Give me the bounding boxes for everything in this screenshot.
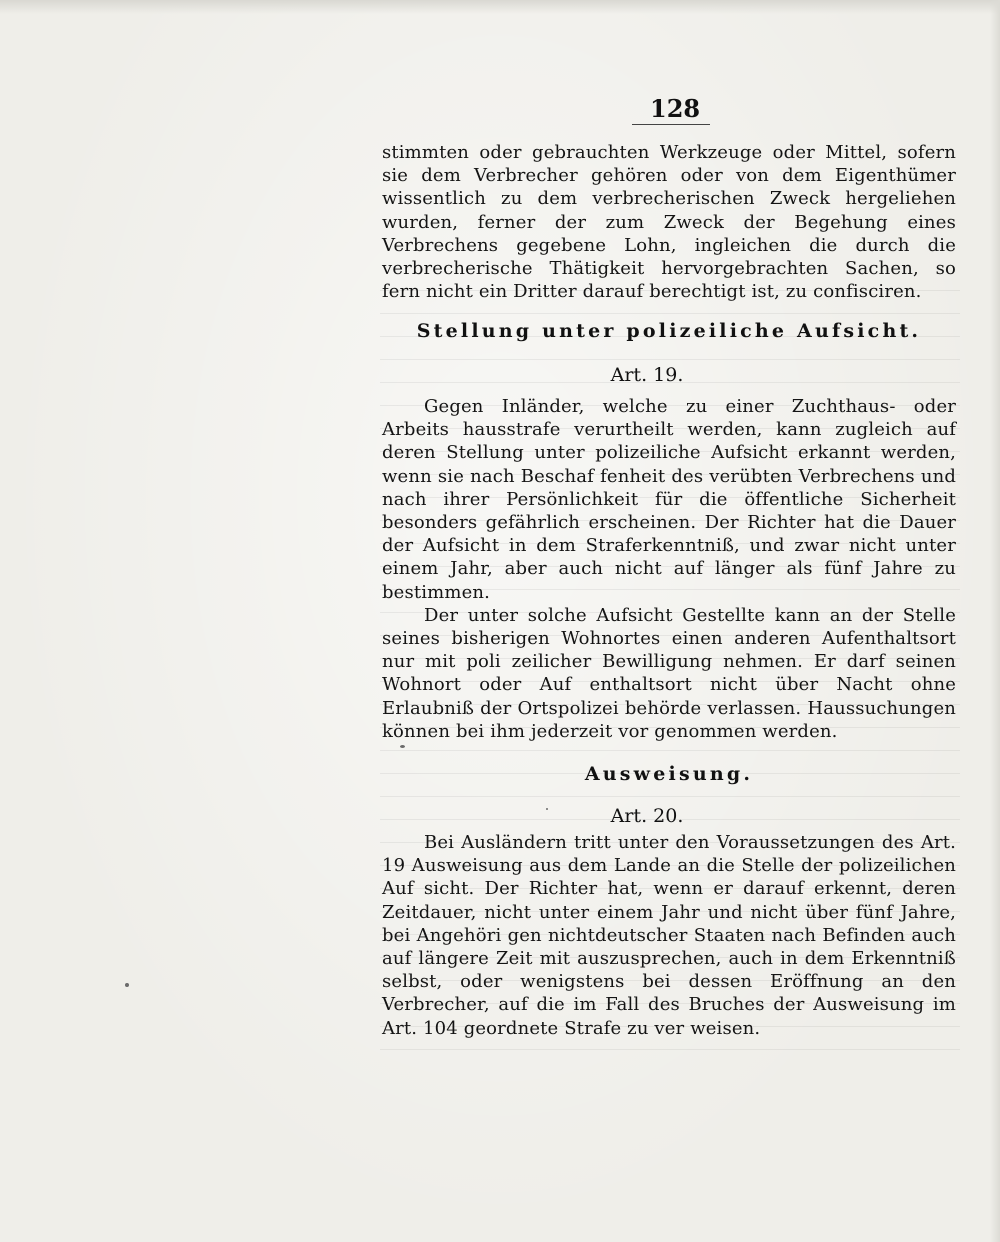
section-heading: Stellung unter polizeiliche Aufsicht. — [416, 320, 922, 342]
text-line: enthaltsort nicht über Nacht ohne Erlaubniß der Ortspolizei — [382, 674, 956, 719]
text-line: sicht. Der Richter hat, wenn er darauf erkennt, deren Zeitdauer, — [382, 878, 957, 923]
page-edge-shadow-top — [0, 0, 1000, 14]
text-line: die öffentliche Sicherheit besonders gefährlich erscheinen. Der — [382, 488, 957, 534]
paragraph — [382, 395, 956, 604]
text-line: nicht unter einem Jahr und nicht über fünf Jahre, bei Angehöri — [382, 901, 956, 946]
paragraph — [382, 141, 956, 303]
page-number: 128 — [650, 94, 701, 123]
text-line: zeilicher Bewilligung nehmen. Er darf seinen Wohnort oder Auf — [382, 651, 957, 696]
text-line: bei dessen Eröffnung an den Verbrecher, auf die im Fall des — [382, 971, 956, 1016]
page-edge-shadow-right — [990, 0, 1000, 1242]
text-line: zwar nicht unter einem Jahr, aber auch nicht auf länger als fünf — [382, 535, 956, 580]
text-line: weisen. — [690, 1017, 761, 1039]
text-line: Richter hat die Dauer der Aufsicht in dem Straferkenntniß, und — [382, 512, 957, 557]
article-19-body — [382, 395, 956, 743]
text-line: unter polizeiliche Aufsicht erkannt werden, wenn sie nach Beschaf — [382, 442, 956, 487]
text-line: behörde verlassen. Haussuchungen können bei ihm jederzeit vor — [382, 697, 957, 742]
article-20-body — [382, 831, 956, 1040]
text-line: gen nichtdeutscher Staaten nach Befinden auch auf längere Zeit — [382, 924, 956, 970]
paragraph — [382, 831, 956, 1040]
ink-speck — [546, 808, 548, 810]
ink-speck — [125, 983, 129, 987]
text-line: fern nicht ein Dritter darauf berechtigt ist, zu confisciren. — [382, 281, 922, 303]
header-rule — [632, 124, 710, 125]
text-line: Gegen Inländer, welche zu einer Zuchthaus- oder Arbeits — [382, 396, 956, 441]
text-line: Bruches der Ausweisung im Art. 104 geordnete Strafe zu ver — [382, 994, 956, 1039]
text-line: Jahre zu bestimmen. — [382, 558, 956, 603]
text-line: mit auszusprechen, auch in dem Erkenntniß selbst, oder wenigstens — [382, 948, 956, 993]
text-line: stimmten oder gebrauchten Werkzeuge oder Mittel, sofern sie dem — [382, 142, 956, 187]
continued-paragraph — [382, 141, 956, 303]
text-line: Der unter solche Aufsicht Gestellte kann an der Stelle seines — [382, 604, 956, 650]
text-line: hausstrafe verurtheilt werden, kann zugleich auf deren Stellung — [382, 419, 957, 464]
text-line: durch die verbrecherische Thätigkeit hervorgebrachten Sachen, so — [382, 234, 956, 280]
text-line: Ausweisung aus dem Lande an die Stelle der polizeilichen Auf — [382, 855, 957, 900]
paragraph — [382, 604, 956, 743]
text-line: Verbrecher gehören oder von dem Eigenthümer wissentlich zu dem — [382, 165, 956, 210]
section-heading: Ausweisung. — [584, 763, 754, 785]
text-line: bisherigen Wohnortes einen anderen Aufenthaltsort nur mit poli — [382, 628, 956, 673]
article-number: Art. 20. — [610, 805, 684, 827]
ink-speck — [400, 745, 405, 748]
text-line: verbrecherischen Zweck hergeliehen wurden, ferner der zum Zweck — [382, 188, 956, 233]
text-line: Bei Ausländern tritt unter den Voraussetzungen des Art. 19 — [382, 832, 956, 877]
text-line: der Begehung eines Verbrechens gegebene Lohn, ingleichen die — [382, 211, 956, 256]
text-line: fenheit des verübten Verbrechens und nach ihrer Persönlichkeit für — [382, 465, 956, 510]
article-number: Art. 19. — [610, 364, 684, 386]
text-line: genommen werden. — [654, 720, 838, 742]
